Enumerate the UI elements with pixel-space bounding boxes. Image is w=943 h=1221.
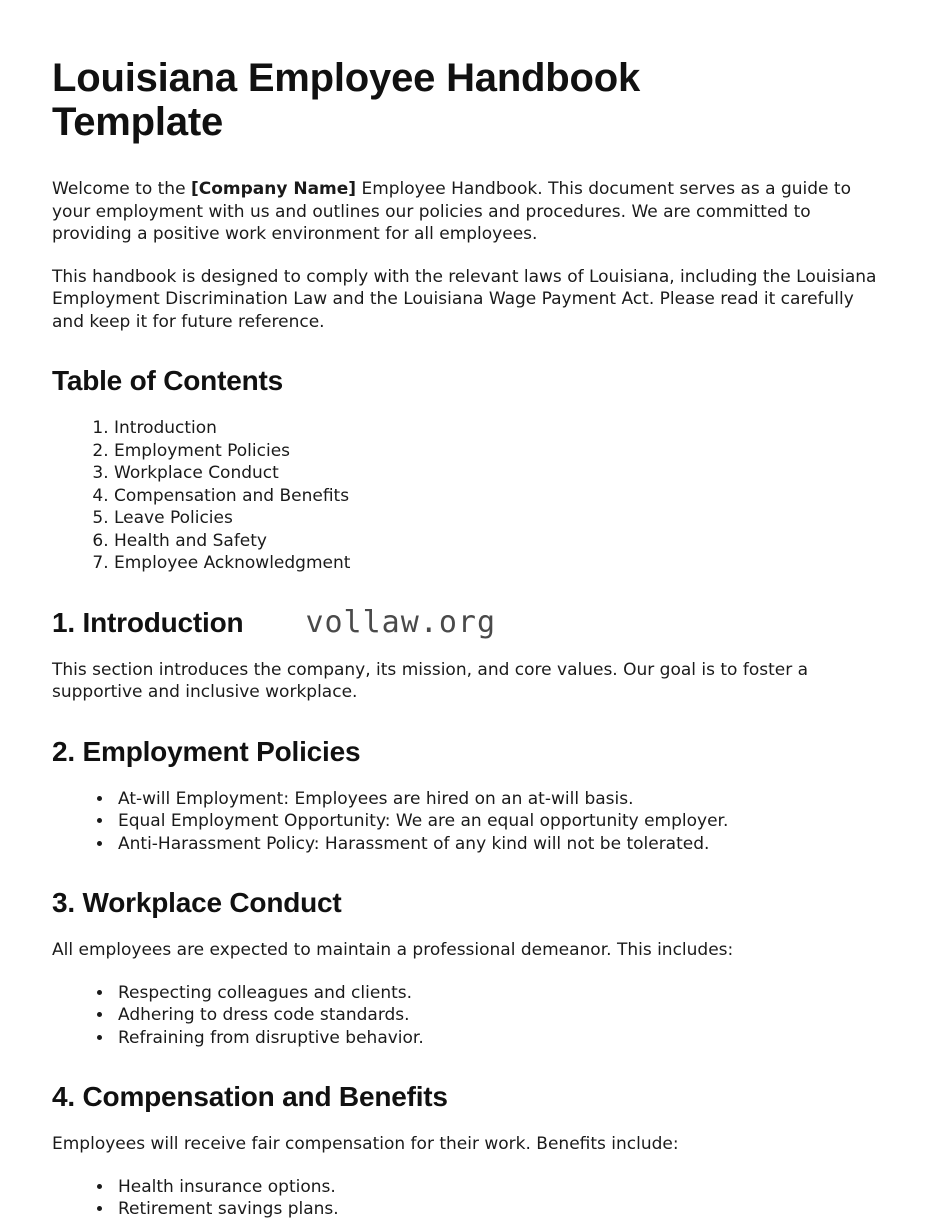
page-title: Louisiana Employee Handbook Template xyxy=(52,56,641,144)
section-heading-compensation-and-benefits: 4. Compensation and Benefits xyxy=(52,1081,448,1112)
list-item: • Retirement savings plans. xyxy=(114,1198,883,1221)
list-item: • Equal Employment Opportunity: We are an equal opportunity employer. xyxy=(114,810,883,833)
list-item[interactable]: 2. Employment Policies xyxy=(114,440,883,463)
list-item[interactable]: 6. Health and Safety xyxy=(114,530,883,553)
list-item[interactable]: 3. Workplace Conduct xyxy=(114,462,883,485)
intro-p1-lead: Welcome to the xyxy=(52,179,191,199)
table-of-contents-list xyxy=(52,417,883,575)
section-paragraph-workplace-conduct: All employees are expected to maintain a professional demeanor. This includes: xyxy=(52,940,734,960)
introduction-heading-row xyxy=(52,604,883,640)
section-heading-employment-policies: 2. Employment Policies xyxy=(52,735,361,767)
list-item: • Adhering to dress code standards. xyxy=(114,1004,883,1027)
section-heading-introduction: 1. Introduction xyxy=(52,606,244,638)
intro-paragraph-2: This handbook is designed to comply with the relevant laws of Louisiana, including the Louisiana Employment Discrimination Law and the Louisiana Wage Payment Act. Please read it carefully and keep it for future reference. xyxy=(52,266,877,332)
list-item[interactable]: 5. Leave Policies xyxy=(114,507,883,530)
list-item: • Health insurance options. xyxy=(114,1176,883,1199)
section-bullets-employment-policies xyxy=(52,788,883,856)
section-bullets-compensation-and-benefits xyxy=(52,1176,883,1221)
list-item: • Refraining from disruptive behavior. xyxy=(114,1027,883,1050)
intro-paragraph-1 xyxy=(52,178,880,246)
section-heading-workplace-conduct: 3. Workplace Conduct xyxy=(52,887,342,918)
list-item: • Respecting colleagues and clients. xyxy=(114,982,883,1005)
list-item: • Anti-Harassment Policy: Harassment of any kind will not be tolerated. xyxy=(114,833,883,856)
section-paragraph-introduction: This section introduces the company, its mission, and core values. Our goal is to foster a supportive and inclusive workplace. xyxy=(52,659,809,702)
intro-p1-rest: Employee Handbook. This document serves as a guide to your employment with us and outlines our policies and procedures. We are committed to providing a positive work environment for all employees. xyxy=(52,179,851,244)
list-item[interactable]: 1. Introduction xyxy=(114,417,883,440)
list-item[interactable]: 4. Compensation and Benefits xyxy=(114,485,883,508)
company-name-placeholder: [Company Name] xyxy=(190,179,357,199)
table-of-contents-heading: Table of Contents xyxy=(52,365,283,396)
section-bullets-workplace-conduct xyxy=(52,982,883,1050)
list-item[interactable]: 7. Employee Acknowledgment xyxy=(114,552,883,575)
watermark-text: vollaw.org xyxy=(305,604,497,640)
list-item: • At-will Employment: Employees are hired on an at-will basis. xyxy=(114,788,883,811)
section-paragraph-compensation-and-benefits: Employees will receive fair compensation for their work. Benefits include: xyxy=(52,1134,679,1154)
